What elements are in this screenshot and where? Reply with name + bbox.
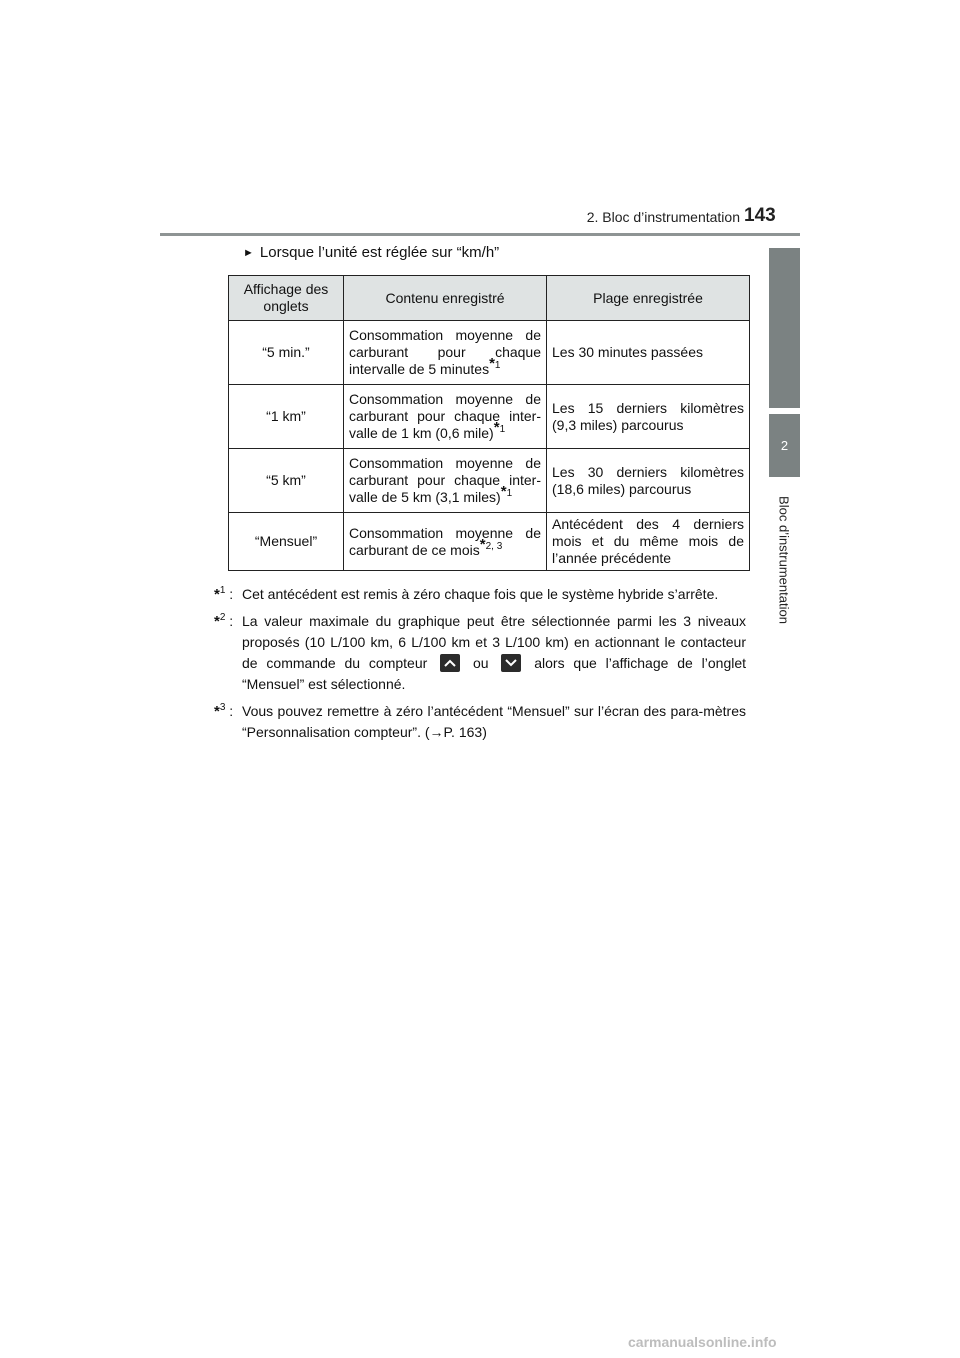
chevron-up-key-icon [440, 654, 460, 672]
table-header: Plage enregistrée [547, 276, 750, 321]
footnote-mark: *$^2$ : [214, 612, 234, 630]
table-header: Contenu enregistré [344, 276, 547, 321]
table-cell-content: Consommation moyenne de carburant pour chaque inter-valle de 5 km (3,1 miles)$^{*1}$ [344, 449, 547, 513]
table-cell-content: Consommation moyenne de carburant pour chaque intervalle de 5 minutes$^{*1}$ [344, 321, 547, 385]
footnotes [214, 584, 746, 749]
table-row [229, 513, 750, 571]
table-cell-range: Les 30 derniers kilomètres (18,6 miles) parcourus [547, 449, 750, 513]
footnote [214, 701, 746, 743]
footnote-text: La valeur maximale du graphique peut être sélectionnée parmi les 3 niveaux proposés (10 L/100 km, 6 L/100 km et 3 L/100 km) en actionnant le contacteur de commande du compteur ou alors que l’affichage de l’onglet “Mensuel” est sélectionné. [242, 613, 747, 692]
side-tab-number: 2 [769, 414, 800, 477]
footnote-ref: *1 [489, 355, 501, 372]
table-cell-content: Consommation moyenne de carburant pour chaque inter-valle de 1 km (0,6 mile)$^{*1}$ [344, 385, 547, 449]
footnote-mark: *$^1$ : [214, 585, 234, 603]
table-cell-range: Les 30 minutes passées [547, 321, 750, 385]
footnote [214, 584, 746, 605]
footnote-text: Cet antécédent est remis à zéro chaque fois que le système hybride s’arrête. [242, 586, 719, 602]
table-header: Affichage des onglets [229, 276, 344, 321]
table-cell-tab: “1 km” [229, 385, 344, 449]
footnote-text: Vous pouvez remettre à zéro l’antécédent “Mensuel” sur l’écran des para-mètres “Personnalisation compteur”. (→P. 163) [242, 703, 746, 740]
table-row [229, 385, 750, 449]
table-row [229, 321, 750, 385]
side-tab-label: Bloc d’instrumentation [776, 496, 792, 624]
subheading-text: Lorsque l’unité est réglée sur “km/h” [259, 244, 500, 261]
table-cell-tab: “Mensuel” [229, 513, 344, 571]
footnote-ref: *2, 3 [479, 535, 503, 553]
header-rule [160, 233, 800, 236]
section-title: 2. Bloc d’instrumentation [586, 209, 740, 225]
triangle-bullet-icon: ► [243, 247, 254, 259]
table-cell-tab: “5 km” [229, 449, 344, 513]
watermark: carmanualsonline.info [628, 1334, 777, 1350]
table-cell-range: Antécédent des 4 derniers mois et du même mois de l’année précédente [547, 513, 750, 571]
record-table [228, 275, 750, 571]
page-number: 143 [744, 205, 776, 226]
table-row [229, 449, 750, 513]
table-cell-range: Les 15 derniers kilomètres (9,3 miles) parcourus [547, 385, 750, 449]
footnote-ref: *1 [500, 483, 513, 500]
subheading [243, 244, 499, 261]
header-section-title [480, 209, 740, 225]
table-cell-tab: “5 min.” [229, 321, 344, 385]
footnote-mark: *$^3$ : [214, 702, 234, 720]
side-rail [769, 248, 800, 408]
footnote-ref: *1 [493, 419, 506, 436]
table-cell-content: Consommation moyenne de carburant de ce mois$^{*2, 3}$ [344, 513, 547, 571]
chevron-down-key-icon [501, 654, 521, 672]
footnote [214, 611, 746, 695]
